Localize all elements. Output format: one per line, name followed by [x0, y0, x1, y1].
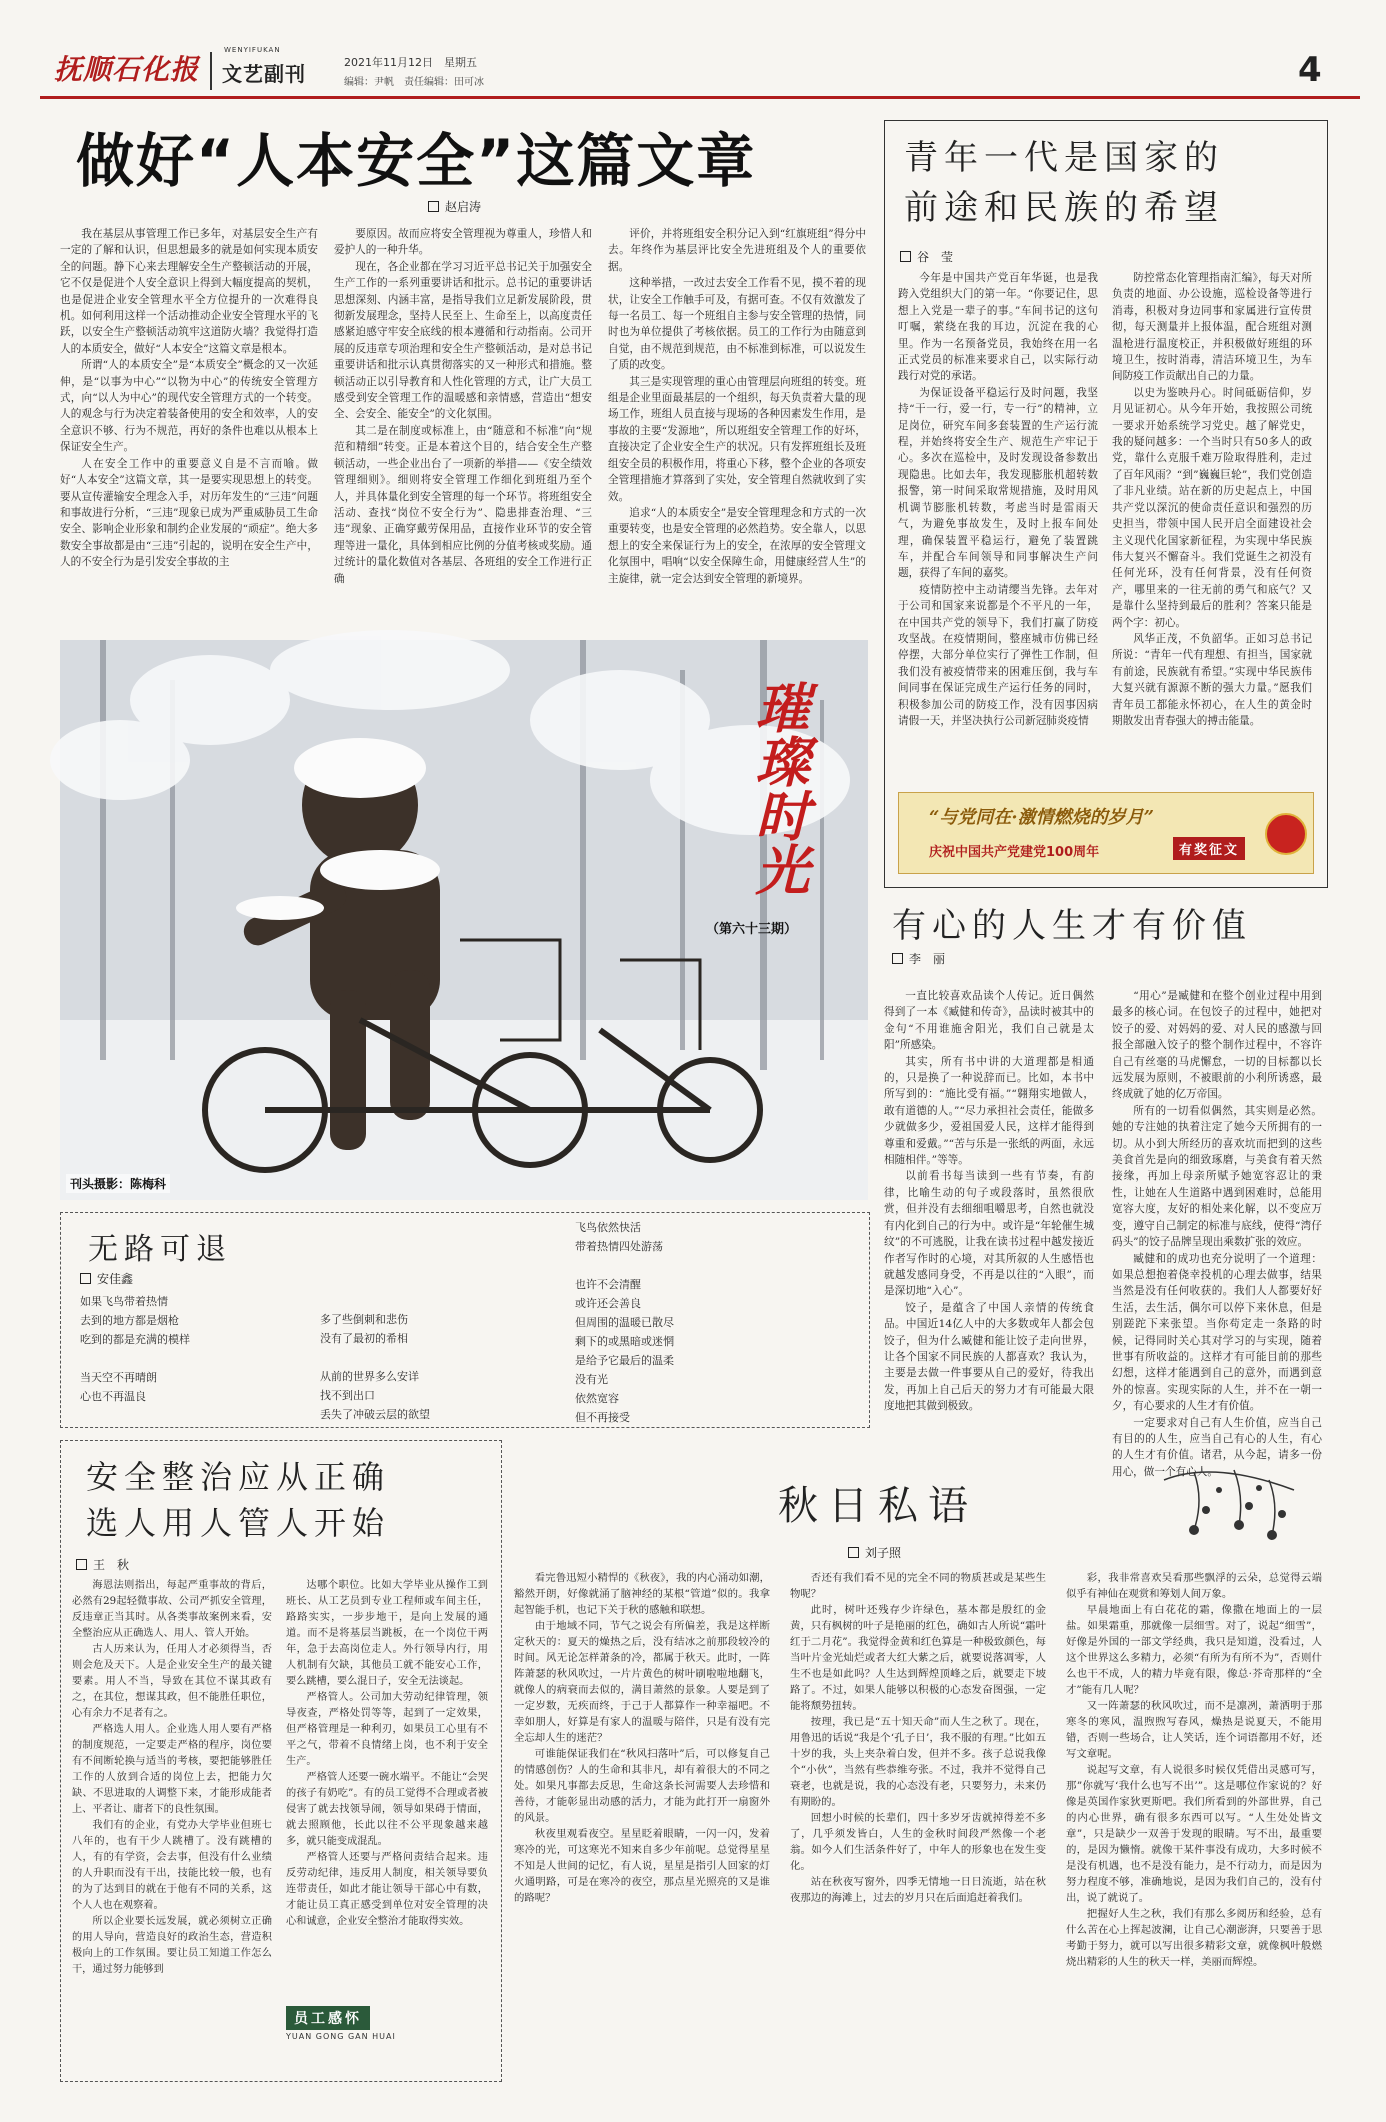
- paragraph: 我们有的企业，有党办大学毕业但班七八年的，也有干少人跳槽了。没有跳槽的人，有的有学资，会去事，但没有什么业绩的人升职而没有干出，技能比较一般，也有的为了达到目的就在于他有不同的关系，这个人人也在观察着。: [72, 1820, 272, 1911]
- paragraph: 达哪个职位。比如大学毕业从操作工到班长、从工艺员到专业工程师或车间主任，路路实实，一步步地干，是向上发展的通道。而不是将基层当跳板，在一个岗位干两年，急于去高岗位走人。外行领导内行，用人机制有欠缺，其他员工就不能安心工作，要么跳槽，要么混日子，安全无法谈起。: [286, 1580, 488, 1687]
- section-pinyin: WENYIFUKAN: [224, 46, 281, 54]
- autumn-article: [514, 1440, 1326, 2100]
- paragraph: 古人历来认为，任用人才必须得当，否则会危及天下。人是企业安全生产的最关键要素。用人不当，导致在其位不谋其政有之，在其位，想谋其政，但不能胜任职位，心有余力不足者有之。: [72, 1644, 272, 1719]
- paragraph: 为保证设备平稳运行及时问题，我坚持“干一行，爱一行，专一行”的精神，立足岗位，研究车间多套装置的生产运行流程，并始终将安全生产、规范生产牢记于心。多次在巡检中，及时发现设备参数出现隐患。比如去年，我发现膨胀机超转数报警，第一时间采取常规措施，及时用风机调节膨胀机转数，考虑当时是雷雨天气，为避免事故发生，及时上报车间处理，确保装置平稳运行，避免了装置跳车，并配合车间领导和同事解决生产问题，获得了车间的嘉奖。: [898, 386, 1098, 580]
- main-article: [60, 110, 868, 640]
- youth-column-1: [898, 270, 1098, 790]
- paragraph: 海恩法则指出，每起严重事故的背后，必然有29起轻微事故、公司严抓安全管理，反违章正当其时。从各类事故案例来看，安全整治应从正确选人、用人、管人开始。: [72, 1580, 272, 1639]
- poem-line: [80, 1349, 190, 1368]
- issue-date: 2021年11月12日 星期五: [344, 56, 477, 69]
- poem-line: 剩下的或黑暗或迷惘: [575, 1335, 674, 1348]
- column-tag-pinyin: YUAN GONG GAN HUAI: [286, 2032, 396, 2041]
- article-byline: [428, 198, 481, 215]
- editor-credits: 编辑：尹帆 责任编辑：田可冰: [344, 77, 484, 88]
- paragraph: 所有的一切看似偶然，其实则是必然。她的专注她的执着注定了她今天所拥有的一切。从小到大所经历的喜欢坑而把到的这些美食首先是向的细致琢磨，与美食有着天然接缘，再加上母亲所赋予她宽容忍让的秉性，让她在人生道路中遇到困难时，总能用宽容大度，友好的相处来化解，以不变应万变，遵守自己制定的标准与底线，使得“湾仔码头”的饺子品牌呈现出乘数扩张的效应。: [1112, 1104, 1322, 1249]
- youth-title-line-2: 前途和民族的希望: [904, 188, 1224, 228]
- autumn-column-2: [790, 1570, 1046, 2098]
- poem-stanza-3: [575, 1218, 674, 1427]
- article-column-3: [608, 226, 866, 642]
- paragraph: 所以企业要长远发展，就必须树立正确的用人导向，营造良好的政治生态，营造积极向上的工作氛围。要让员工知道工作怎么干，通过努力能够到: [72, 1916, 272, 1975]
- paragraph: 站在秋夜写窗外，四季无情地一日日流逝，站在秋夜那边的海滩上，过去的岁月只在后面追赶着我们。: [790, 1876, 1046, 1904]
- poem-line: 没有了最初的希相: [320, 1332, 408, 1345]
- autumn-title: 秋日私语: [778, 1483, 978, 1529]
- paragraph: 一定要求对自己有人生价值，应当自己有目的的人生，应当自己有心的人生，有心的人生才有价值。诸君，从今起，请多一份用心，做一个有心人。: [1112, 1416, 1322, 1478]
- paragraph: 其三是实现管理的重心由管理层向班组的转变。班组是企业里面最基层的一个组织，每天负责着大量的现场工作，班组人员直接与现场的各种因素发生作用，是事故的主要“发源地”，所以班组安全管理工作的好坏，直接决定了企业安全生产的状况。只有发挥班组长及班组安全员的积极作用，将重心下移，整个企业的各项安全管理措施才算落到了实处，安全管理自然就收到了实效。: [608, 375, 866, 503]
- paragraph: 严格管人还要与严格问责结合起来。违反劳动纪律，违反用人制度，相关领导要负连带责任，如此才能让领导干部心中有数，才能让员工真正感受到单位对安全管理的决心和诚意，企业安全整治才能取得实效。: [286, 1852, 488, 1927]
- heart-byline: [892, 950, 945, 967]
- safety-byline: [76, 1556, 129, 1573]
- paragraph: 把握好人生之秋，我们有那么多阅历和经验，总有什么苦在心上挥起波澜，让自己心潮澎湃，只要善于思考勤于努力，就可以写出很多精彩文章，就像枫叶般燃烧出精彩的人生的秋天一样，美丽而辉煌。: [1066, 1908, 1322, 1968]
- youth-article: [884, 120, 1326, 886]
- masthead-rule: [40, 96, 1360, 99]
- autumn-column-3: [1066, 1570, 1322, 2098]
- author-name: 刘子照: [865, 1546, 902, 1560]
- paragraph: 追求“人的本质安全”是安全管理理念和方式的一次重要转变，也是安全管理的必然趋势。安全靠人，以思想上的安全来保证行为上的安全，在浓厚的安全管理文化氛围中，唱响“以安全保障生命，用健康经营人生”的主旋律，就一定会达到安全管理的新境界。: [608, 506, 866, 585]
- paragraph: 我在基层从事管理工作已多年，对基层安全生产有一定的了解和认识，但思想最多的就是如何实现本质安全的问题。静下心来去理解安全生产整顿活动的开展，它不仅是促进个人安全意识上得到大幅度提高的契机，也是促进企业安全管理水平全方位提升的一次难得良机。如何利用这样一个活动推动企业安全管理水平的飞跃，以安全生产整顿活动筑牢这道防火墙？我觉得打造人的本质安全，做好“人本安全”这篇文章是根本。: [60, 228, 318, 355]
- article-column-1: [60, 226, 318, 642]
- youth-column-2: [1112, 270, 1312, 790]
- author-name: 谷 莹: [917, 250, 954, 264]
- paragraph: “用心”是臧健和在整个创业过程中用到最多的核心词。在包饺子的过程中，她把对饺子的爱、对妈妈的爱、对人民的感激与回报全部融入饺子的整个制作过程中，不容许自己有丝毫的马虎懈怠，一切的目标都以长远发展为原则，不被眼前的小利所诱惑，最终成就了她的亿万帝国。: [1112, 990, 1322, 1101]
- snow-photo: [60, 640, 868, 1200]
- paragraph: 按理，我已是“五十知天命”而人生之秋了。现在，用鲁迅的话说“我是个‘孔子日’，我不服的有理。”比如五十岁的我，头上夹杂着白发，但并不多。孩子总说我像个“小伙”，当然有些恭维夸张。不过，我并不觉得自己衰老，也就是说，我的心态没有老，只要努力，未来仍有期盼的。: [790, 1716, 1046, 1808]
- poem-line: 带着热情四处游荡: [575, 1240, 663, 1253]
- masthead: [0, 0, 1386, 100]
- byline-square-icon: [892, 953, 903, 964]
- poem-byline: [80, 1270, 133, 1287]
- heart-article: [884, 890, 1326, 1478]
- paragraph: 此时，树叶还残存少许绿色，基本都是殷红的金黄，只有枫树的叶子是艳丽的红色，确如古人所说“霜叶红于二月花”。我觉得金黄和红色算是一种极致颜色，每当叶片金光灿烂或者大红大紫之后，就要说落凋零，人生不也是如此吗？人生达到辉煌顶峰之后，就要走下坡路了。不过，如果人能够以积极的心态发奋图强，一定能将颓势扭转。: [790, 1604, 1046, 1712]
- paragraph: 其实，所有书中讲的大道理都是相通的，只是换了一种说辞而已。比如，本书中所写到的：“施比受有福。”“翱翔实地做人，敢有道德的人。”“尽力承担社会责任，能做多少就做多少，爱祖国爱人民，这样才能得到尊重和爱戴。”“苦与乐是一张纸的两面，永远相随相伴。”等等。: [884, 1055, 1094, 1167]
- paragraph: 饺子，是蕴含了中国人亲情的传统食品。中国近14亿人中的大多数或年人都会包饺子，但为什么臧健和能让饺子走向世界，让各个国家不同民族的人都喜欢？我认为，主要是去做一件事要从自己的爱好，待我出发，再加上自己后天的努力才有可能最大限度地把其做到极致。: [884, 1301, 1094, 1413]
- column-tag-label: 员工感怀: [286, 2006, 370, 2030]
- essay-contest-banner: [898, 792, 1314, 874]
- safety-article: [60, 1440, 500, 2080]
- heart-title: 有心的人生才有价值: [892, 906, 1252, 946]
- byline-square-icon: [76, 1559, 87, 1570]
- poem-line: 丢失了冲破云层的欲望: [320, 1408, 430, 1421]
- paragraph: 秋夜里观看夜空。星星眨着眼睛，一闪一闪，发着寒冷的光，可这寒光不知来自多少年前呢。总觉得星星不知是人世间的记忆，有人说，星星是指引人回家的灯火通明路，可是在寒冷的夜空，那点星光照亮的又是谁的路呢？: [514, 1828, 770, 1904]
- poem-line: 但不再接受: [575, 1411, 630, 1424]
- paragraph: 现在，各企业都在学习习近平总书记关于加强安全生产工作的一系列重要讲话和批示。总书记的重要讲话思想深刻、内涵丰富，是指导我们立足新发展阶段，贯彻新发展理念，坚持人民至上、生命至上，以高度责任感紧迫感守牢安全底线的根本遵循和行动指南。公司开展的反违章专项治理和安全生产整顿活动，是对总书记重要讲话和批示认真贯彻落实的又一种形式和措施。整顿活动正以引导教育和人性化管理的方式，让广大员工感受到安全管理工作的温暖感和亲情感，营造出“想安全、会安全、能安全”的文化氛围。: [334, 260, 592, 421]
- article-title: 做好“人本安全”这篇文章: [76, 127, 757, 195]
- byline-square-icon: [428, 201, 439, 212]
- paragraph: 以史为鉴映丹心。时间砥砺信仰，岁月见证初心。从今年开始，我按照公司统一要求开始系统学习党史。越了解党史，我的疑问越多：一个当时只有50多人的政党，靠什么克服千难万险取得胜利，走过了百年风雨？“到”巍巍巨轮”，我们党创造了非凡业绩。站在新的历史起点上，中国共产党以深沉的使命责任意识和强烈的历史担当，带领中国人民开启全面建设社会主义现代化国家新征程，为实现中华民族伟大复兴不懈奋斗。我们党诞生之初没有任何光环，没有任何背景，没有任何资产，哪里来的一往无前的勇气和底气？又是靠什么坚持到最后的胜利？答案只能是两个字：初心。: [1112, 386, 1312, 629]
- paragraph: 否还有我们看不见的完全不同的物质甚或是某些生物呢？: [790, 1572, 1046, 1600]
- youth-byline: [900, 248, 953, 265]
- poem-line: 没有光: [575, 1373, 608, 1386]
- banner-badge: 有奖征文: [1173, 837, 1245, 860]
- paragraph: 又一阵萧瑟的秋风吹过，而不是凛冽，萧洒明于那寒冬的寒风，温煦煦写春风，燥热是说夏天，不能用错，否则一些场合，让人笑话，连个词语都用不好，还写文章呢。: [1066, 1700, 1322, 1760]
- column-tag: [286, 2006, 488, 2046]
- autumn-byline: [848, 1544, 901, 1561]
- paragraph: 由于地域不同，节气之说会有所偏差，我是这样断定秋天的：夏天的燥热之后，没有结冰之前那段较冷的时间。风无论怎样萧条的冷，都属于秋天。此时，一阵阵萧瑟的秋风吹过，一片片黄色的树叶刷啦啦地翻飞，就像人的病衰而去似的，满目萧然的景象。人要是到了一定岁数，无疾而终，于己于人都算作一种幸福吧。不幸如朋人，好算是有家人的温暖与陪伴，只是有没有完全忘却人生的迷茫？: [514, 1620, 770, 1744]
- paragraph: 早晨地面上有白花花的霜，像撒在地面上的一层盐。如果霜重，那就像一层细雪。对了，说起“细雪”，好像是外国的一部文学经典，我只是知道，没看过，人这个世界这么多精力，必须“有所为有所不为”，否则什么也干不成，人的精力毕竟有限，像总·芥奇那样的“全才”能有几人呢？: [1066, 1604, 1322, 1696]
- heart-column-2: [1112, 988, 1322, 1478]
- poem-title: 无路可退: [88, 1232, 232, 1267]
- poem-line: 飞鸟依然快活: [575, 1221, 641, 1234]
- paragraph: 评价，并将班组安全积分记入到“红旗班组”得分中去。年终作为基层评比安全先进班组及个人的重要依据。: [608, 228, 866, 273]
- paragraph: 严格管人还要一碗水端平。不能让“会哭的孩子有奶吃”。有的员工觉得不合理或者被侵害了就去找领导闹，领导如果碍于情面，就去照顾他，长此以往不公平现象越来越多，就只能变成混乱。: [286, 1772, 488, 1847]
- page-number: 4: [1298, 50, 1322, 90]
- poem-stanza-2: [320, 1310, 430, 1424]
- poem-line: 当天空不再晴朗: [80, 1371, 157, 1384]
- poem-line: 去到的地方都是烟枪: [80, 1314, 179, 1327]
- paragraph: 风华正茂，不负韶华。正如习总书记所说：“青年一代有理想、有担当，国家就有前途，民族就有希望。”实现中华民族伟大复兴就有源源不断的强大力量。”愿我们青年员工都能永怀初心，在人生的黄金时期散发出青春强大的搏击能量。: [1112, 632, 1312, 727]
- paragraph: 严格选人用人。企业选人用人要有严格的制度规范，一定要走严格的程序，岗位要有不间断轮换与适当的考核，要把能够胜任工作的人放到合适的岗位上去，把能力欠缺、不思进取的人调整下来，才能形成能者上、平者让、庸者下的良性氛围。: [72, 1724, 272, 1815]
- banner-slogan: “与党同在·激情燃烧的岁月”: [929, 807, 1154, 828]
- safety-column-1: [72, 1578, 272, 2070]
- issue-number: （第六十三期）: [706, 922, 798, 937]
- byline-square-icon: [900, 251, 911, 262]
- poem-line: 是给予它最后的温柔: [575, 1354, 674, 1367]
- poem-line: 依然宽容: [575, 1392, 619, 1405]
- paragraph: 一直比较喜欢品读个人传记。近日偶然得到了一本《臧健和传奇》，品读时被其中的金句“不用谁施舍阳光，我们自己就是太阳”所感染。: [884, 990, 1094, 1052]
- safety-title-line-2: 选人用人管人开始: [86, 1504, 391, 1542]
- section-name: 文艺副刊: [222, 62, 306, 86]
- author-name: 安佳鑫: [97, 1272, 134, 1286]
- poem-line: 找不到出口: [320, 1389, 375, 1402]
- poem: [60, 1212, 868, 1426]
- paragraph: 彩，我非常喜欢吴看那些飘浮的云朵，总觉得云端似乎有神仙在观赏和筹划人间万象。: [1066, 1572, 1322, 1600]
- author-name: 赵启涛: [445, 200, 482, 214]
- party-emblem-icon: [1265, 813, 1307, 855]
- banner-subtitle: 庆祝中国共产党建党100周年: [929, 845, 1100, 860]
- author-name: 王 秋: [93, 1558, 130, 1572]
- poem-stanza-1: [80, 1292, 190, 1406]
- photo-caption: 刊头摄影：陈梅科: [66, 1174, 170, 1193]
- paragraph: 疫情防控中主动请缨当先锋。去年对于公司和国家来说都是个不平凡的一年，在中国共产党的领导下，我们打赢了防疫攻坚战。在疫情期间，整座城市仿佛已经停摆，大部分单位实行了弹性工作制，但我们没有被疫情带来的困难压倒，我与车间同事在保证完成生产运行任务的同时，积极参加公司的防疫工作，没有因事因病请假一天，并坚决执行公司新冠肺炎疫情: [898, 583, 1098, 727]
- byline-square-icon: [80, 1273, 91, 1284]
- safety-title-line-1: 安全整治应从正确: [86, 1458, 391, 1496]
- leaf-branch-illustration: [1154, 1440, 1304, 1550]
- poem-line: 如果飞鸟带着热情: [80, 1295, 168, 1308]
- paragraph: 今年是中国共产党百年华诞，也是我跨入党组织大门的第一年。“你要记住，思想上入党是一辈子的事。”车间书记的这句叮嘱，萦绕在我的耳边，沉淀在我的心里。作为一名预备党员，我始终在用一名正式党员的标准来要求自己，以实际行动践行对党的承诺。: [898, 272, 1098, 383]
- poem-line: 心也不再温良: [80, 1390, 146, 1403]
- paragraph: 其二是在制度或标准上，由“随意和不标准”向“规范和精细”转变。正是本着这个目的，结合安全生产整顿活动，一些企业出台了一项新的举措——《安全绩效管理细则》。细则将安全管理工作细化到班组乃至个人，并具体量化到安全管理的每一个环节。将班组安全活动、查找“岗位不安全行为”、隐患排查治理、“三违”现象、正确穿戴劳保用品，直接作业环节的安全管理等进一量化，具体到相应比例的分值考核或奖励。通过统计的量化数值对各基层、各班组的安全工作进行正确: [334, 424, 592, 585]
- autumn-column-1: [514, 1570, 770, 2098]
- poem-line: [320, 1348, 430, 1367]
- paragraph: 看完鲁迅短小精悍的《秋夜》，我的内心涌动如潮，豁然开朗，好像就涌了脑神经的某根“管道”似的。我拿起智能手机，也记下关于秋的感触和联想。: [514, 1572, 770, 1616]
- column-title-art: 璀璨时光: [747, 680, 811, 896]
- paragraph: 所谓“人的本质安全”是“本质安全”概念的又一次延伸，是“以事为中心”“以物为中心”的传统安全管理方式，向“以人为中心”的现代安全管理方式的一个转变。人的观念与行为决定着装备使用的安全和效率，人的安全意识不够、行为不规范，再好的条件也难以从根本上保证安全生产。: [60, 359, 318, 454]
- paragraph: 人在安全工作中的重要意义自是不言而喻。做好“人本安全”这篇文章，其一是要实现思想上的转变。要从宣传灌输安全理念入手，对历年发生的“三违”问题和事故进行分析，“三违”现象已成为严重威胁员工生命安全、影响企业形象和制约企业发展的“顽症”。绝大多数安全事故都是由“三违”引起的，说明在安全生产中，人的不安全行为是引发安全事故的主: [60, 457, 318, 569]
- author-name: 李 丽: [909, 952, 946, 966]
- paragraph: 臧健和的成功也充分说明了一个道理：如果总想抱着侥幸投机的心理去做事，结果当然是没有任何收获的。我们人人都要好好生活，去生活，偶尔可以停下来休息，但是别蹉跎下来张望。当你苟定走一条路的时候，记得同时关心其对学习的与实现，随着世事有所收益的。这样才有可能目前的那些幻想，这样才能遇到自己的意外，而遇到意外的惊喜。实现实际的人生，并不在一朝一夕，有心要求的人生才有价值。: [1112, 1252, 1322, 1413]
- poem-line: 从前的世界多么安详: [320, 1370, 419, 1383]
- byline-square-icon: [848, 1547, 859, 1558]
- paragraph: 这种举措，一改过去安全工作看不见，摸不着的现状，让安全工作触手可及，有据可查。不仅有效激发了每一名员工、每一个班组自主参与安全管理的热情，同时也为单位提供了考核依据。员工的工作行为由随意到自觉，由不规范到规范，由不标准到标准，可以说发生了质的改变。: [608, 277, 866, 372]
- article-column-2: [334, 226, 592, 642]
- paragraph: 可谁能保证我们在“秋风扫落叶”后，可以修复自己的情感创伤？人的生命和其非凡，却有着很大的不同之处。如果凡事都去反思，生命这条长河需要人去珍惜和善待，才能彰显出动感的活力，才能为此打开一扇窗外的风景。: [514, 1748, 770, 1824]
- paragraph: 以前看书每当读到一些有节奏，有韵律，比喻生动的句子或段落时，虽然很欣赏，但并没有去细细咀嚼思考，自然也就没有内化到自己的行为中。或许是“年轮催生城纹”的不可逃脱，让我在读书过程中越发接近作者写作时的心境，对其所叙的人生感悟也就越发感同身受，不再是以往的“入眼”，而是深切地“入心”。: [884, 1170, 1094, 1298]
- poem-line: 也许不会清醒: [575, 1278, 641, 1291]
- poem-line: [575, 1256, 674, 1275]
- paragraph: 严格管人。公司加大劳动纪律管理，领导夜查，严格处罚等等，起到了一定效果，但严格管理是一种利刃，如果员工心里有不平之气，带着不良情绪上岗，也不利于安全生产。: [286, 1692, 488, 1767]
- paragraph: 回想小时候的长辈们，四十多岁牙齿就掉得差不多了，几乎须发皆白，人生的金秋时间段严然像一个老翁。如今人们生活条件好了，中年人的形象也在发生变化。: [790, 1812, 1046, 1872]
- poem-line: 多了些倒刺和悲伤: [320, 1313, 408, 1326]
- paragraph: 要原因。故而应将安全管理视为尊重人，珍惜人和爱护人的一种升华。: [334, 228, 592, 257]
- heart-column-1: [884, 988, 1094, 1426]
- poem-line: 但周围的温暖已散尽: [575, 1316, 674, 1329]
- poem-line: 或许还会善良: [575, 1297, 641, 1310]
- youth-title-line-1: 青年一代是国家的: [904, 138, 1224, 178]
- poem-line: 吃到的都是充满的模样: [80, 1333, 190, 1346]
- masthead-divider: [210, 52, 212, 90]
- paragraph: 防控常态化管理指南汇编》，每天对所负责的地面、办公设施，巡检设备等进行消毒，积极对身边同事和家属进行宣传贯彻，每天测量并上报体温，配合班组对测温枪进行温度校正，并积极做好班组的环境卫生，按时消毒，清洁环境卫生，为车间防疫工作贡献出自己的力量。: [1112, 272, 1312, 383]
- paragraph: 说起写文章，有人说很多时候仅凭借出灵感可写，那”你就写‘我什么也写不出’”。这是哪位作家说的？好像是英国作家狄更斯吧。我们所看到的外部世界，自己的内心世界，确有很多东西可以写。“人生处处皆文章”，只是缺少一双善于发现的眼睛。写不出，最重要的，是因为懒惰。就像干某件事没有成功，大多时候不是没有机遇，也不是没有能力，是不行动力，而是因为努力程度不够，准确地说，是因为我们自己的，没有付出，说了就说了。: [1066, 1764, 1322, 1904]
- newspaper-logo: 抚顺石化报: [54, 53, 200, 86]
- safety-column-2: [286, 1578, 488, 1998]
